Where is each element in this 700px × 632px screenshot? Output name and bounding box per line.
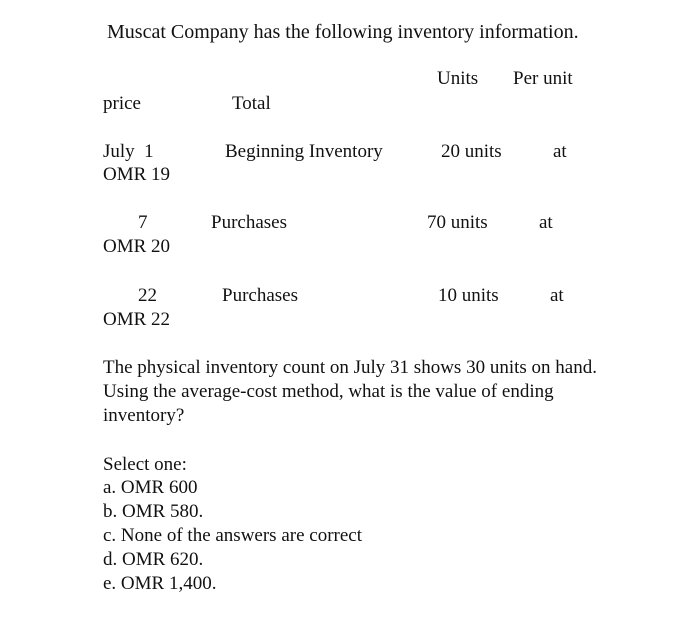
answer-option[interactable]: c. None of the answers are correct: [103, 525, 363, 546]
answer-option[interactable]: e. OMR 1,400.: [103, 573, 217, 594]
row-at: at: [550, 285, 564, 306]
header-price: price: [103, 93, 141, 114]
row-price: OMR 22: [103, 309, 171, 330]
row-units: 70 units: [427, 212, 488, 233]
header-units: Units: [437, 68, 479, 89]
row-description: Purchases: [211, 212, 287, 233]
question-prompt: The physical inventory count on July 31 shows 30 units on hand. Using the average-cost method, what is the value of ending inventory?: [103, 357, 597, 426]
row-description: Purchases: [222, 285, 298, 306]
select-one-label: Select one:: [103, 454, 187, 475]
row-at: at: [539, 212, 553, 233]
question-intro: Muscat Company has the following inventory information.: [107, 21, 579, 43]
header-per-unit: Per unit: [513, 68, 573, 89]
answer-option[interactable]: b. OMR 580.: [103, 501, 204, 522]
answer-option[interactable]: a. OMR 600: [103, 477, 198, 498]
row-date: July 1: [103, 141, 154, 162]
row-description: Beginning Inventory: [225, 141, 383, 162]
row-price: OMR 20: [103, 236, 171, 257]
row-price: OMR 19: [103, 164, 171, 185]
answer-option[interactable]: d. OMR 620.: [103, 549, 204, 570]
row-date: 22: [138, 285, 157, 306]
row-units: 20 units: [441, 141, 502, 162]
row-date: 7: [138, 212, 148, 233]
header-total: Total: [232, 93, 271, 114]
row-units: 10 units: [438, 285, 499, 306]
row-at: at: [553, 141, 567, 162]
